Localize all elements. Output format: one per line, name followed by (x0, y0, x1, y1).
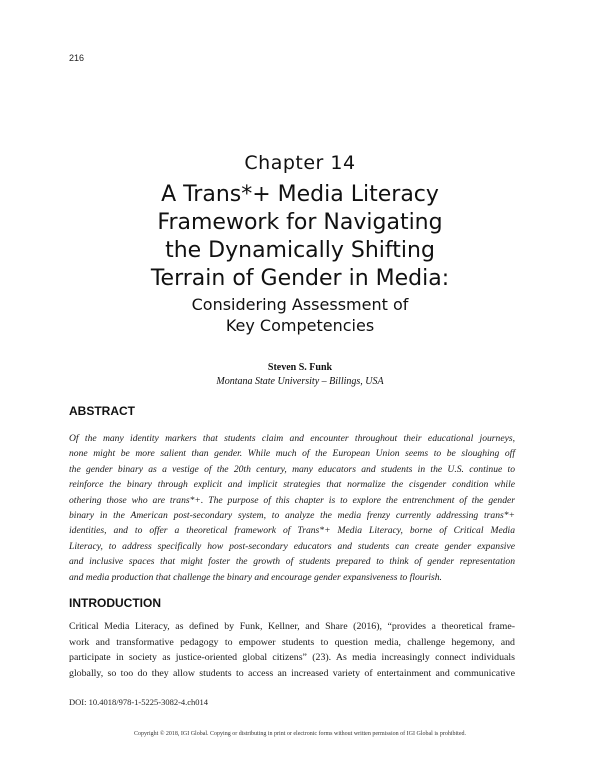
introduction-body (69, 619, 515, 681)
abstract-line: Literacy, to address specifically how post-secondary educators and students can create gender expansive (69, 540, 515, 552)
abstract-line: and media production that challenge the binary and encourage gender expansiveness to flourish. (69, 571, 442, 583)
page-number: 216 (69, 53, 85, 63)
abstract-line: othering those who are trans*+. The purpose of this chapter is to explore the entrenchment of the gender (69, 494, 515, 506)
chapter-subtitle (60, 294, 540, 336)
abstract-line: Of the many identity markers that students claim and encounter throughout their educational journeys, (69, 433, 515, 444)
chapter-title-line: Framework for Navigating (157, 210, 443, 235)
abstract-line: binary in the American post-secondary system, to analyze the media frenzy currently addressing trans*+ (69, 510, 515, 522)
introduction-line: participate in society as justice-oriented global citizens” (23). As media increasingly connect individuals (69, 652, 515, 664)
chapter-subtitle-line: Considering Assessment of (191, 295, 409, 314)
abstract-line: and inclusive spaces that might foster the growth of students prepared to think of gender representation (69, 556, 515, 568)
abstract-line: reinforce the binary through explicit and implicit strategies that normalize the cisgender condition while (69, 479, 515, 491)
chapter-title (60, 181, 540, 293)
chapter-title-line: the Dynamically Shifting (165, 238, 435, 263)
abstract-body (69, 431, 515, 585)
abstract-line: the gender binary as a vestige of the 20th century, many educators and students in the U.S. continue to (69, 463, 515, 475)
chapter-title-line: Terrain of Gender in Media: (150, 266, 450, 291)
doi: DOI: 10.4018/978-1-5225-3082-4.ch014 (69, 697, 209, 707)
abstract-heading: ABSTRACT (69, 404, 135, 418)
introduction-line: work and transformative pedagogy to empower students to question media, challenge hegemony, and (69, 636, 515, 648)
chapter-title-line: A Trans*+ Media Literacy (161, 182, 439, 207)
chapter-label: Chapter 14 (244, 152, 356, 174)
introduction-line: Critical Media Literacy, as defined by Funk, Kellner, and Share (2016), “provides a theoretical frame- (69, 621, 515, 632)
introduction-heading: INTRODUCTION (69, 596, 161, 610)
abstract-line: identities, and to offer a theoretical framework of Trans*+ Media Literacy, borne of Critical Media (69, 525, 515, 537)
introduction-line: globally, so too do they allow students to access an increased variety of entertainment and communicative (69, 667, 515, 679)
abstract-line: none might be more salient than gender. While much of the European Union seems to be sloughing off (69, 448, 515, 460)
author-affiliation: Montana State University – Billings, USA (216, 376, 384, 387)
chapter-subtitle-line: Key Competencies (225, 316, 375, 335)
author-name: Steven S. Funk (267, 362, 333, 373)
copyright-notice: Copyright © 2018, IGI Global. Copying or distributing in print or electronic forms without written permission of IGI Global is prohibited. (133, 731, 466, 737)
